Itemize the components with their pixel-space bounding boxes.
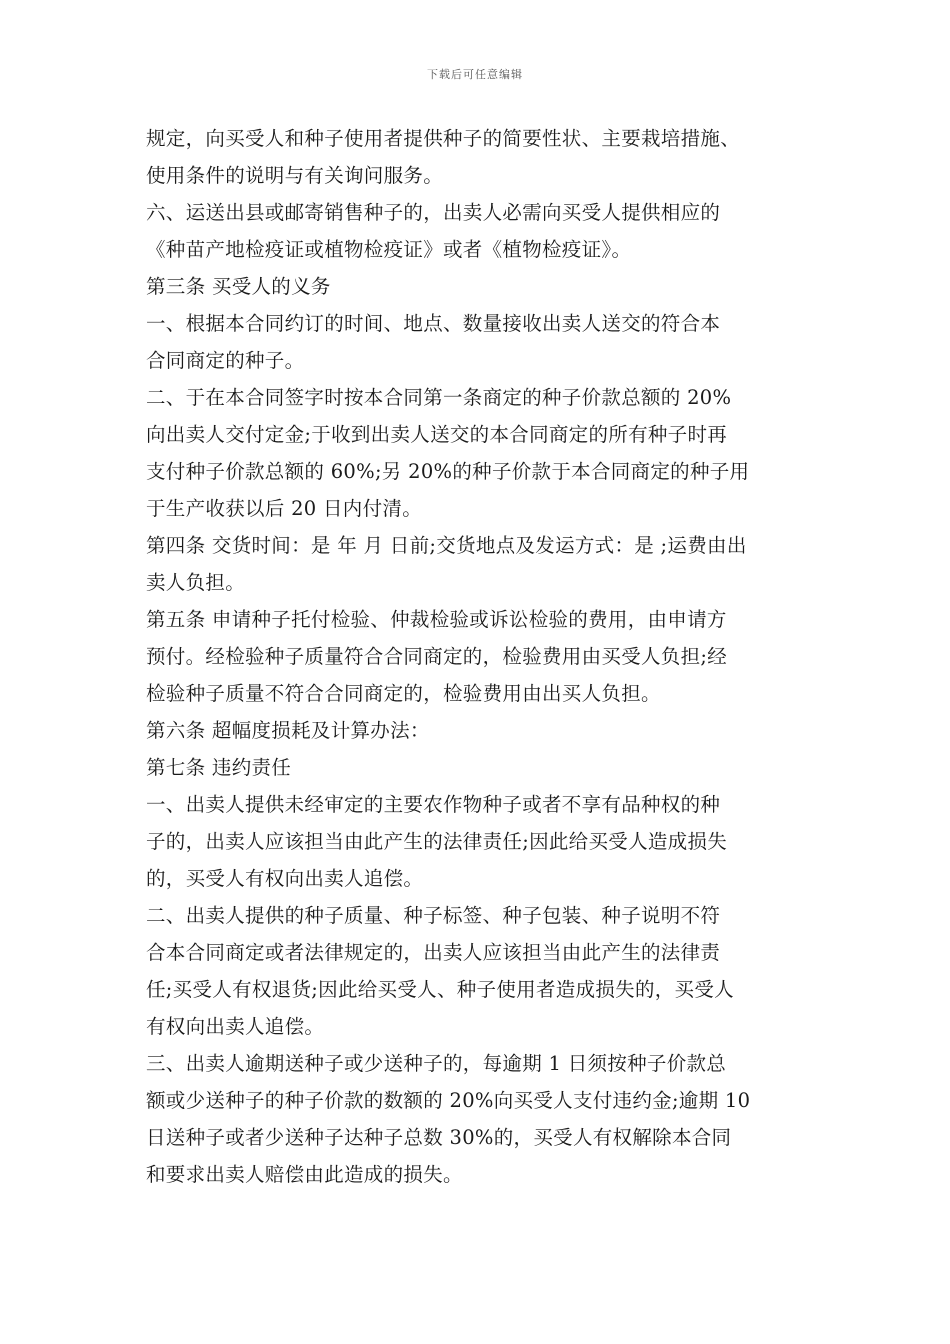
text-line: 二、于在本合同签字时按本合同第一条商定的种子价款总额的 20% <box>146 386 732 409</box>
section-heading: 第三条 买受人的义务 <box>146 275 331 298</box>
section-heading: 第七条 违约责任 <box>146 756 292 779</box>
document-body <box>146 120 816 1193</box>
text-line: 一、出卖人提供未经审定的主要农作物种子或者不享有品种权的种 <box>146 793 721 816</box>
text-line: 日送种子或者少送种子达种子总数 30%的，买受人有权解除本合同 <box>146 1126 732 1149</box>
text-line: 和要求出卖人赔偿由此造成的损失。 <box>146 1163 463 1186</box>
text-line: 检验种子质量不符合合同商定的，检验费用由出买人负担。 <box>146 682 661 705</box>
text-line: 规定，向买受人和种子使用者提供种子的简要性状、主要栽培措施、 <box>146 127 741 150</box>
text-line: 六、运送出县或邮寄销售种子的，出卖人必需向买受人提供相应的 <box>146 201 721 224</box>
text-line: 向出卖人交付定金;于收到出卖人送交的本合同商定的所有种子时再 <box>146 423 728 446</box>
text-line: 任;买受人有权退货;因此给买受人、种子使用者造成损失的，买受人 <box>146 978 734 1001</box>
text-line: 合本合同商定或者法律规定的，出卖人应该担当由此产生的法律责 <box>146 941 721 964</box>
text-line: 卖人负担。 <box>146 571 246 594</box>
section-heading: 第四条 交货时间：是 年 月 日前;交货地点及发运方式：是 ;运费由出 <box>146 534 747 557</box>
text-line: 一、根据本合同约订的时间、地点、数量接收出卖人送交的符合本 <box>146 312 721 335</box>
text-line: 合同商定的种子。 <box>146 349 305 372</box>
text-line: 额或少送种子的种子价款的数额的 20%向买受人支付违约金;逾期 10 <box>146 1089 751 1112</box>
text-line: 《种苗产地检疫证或植物检疫证》或者《植物检疫证》。 <box>146 238 632 261</box>
text-line: 支付种子价款总额的 60%;另 20%的种子价款于本合同商定的种子用 <box>146 460 750 483</box>
text-line: 的，买受人有权向出卖人追偿。 <box>146 867 424 890</box>
text-line: 使用条件的说明与有关询问服务。 <box>146 164 444 187</box>
text-line: 子的，出卖人应该担当由此产生的法律责任;因此给买受人造成损失 <box>146 830 728 853</box>
text-line: 于生产收获以后 20 日内付清。 <box>146 497 423 520</box>
text-line: 预付。经检验种子质量符合合同商定的，检验费用由买受人负担;经 <box>146 645 728 668</box>
text-line: 二、出卖人提供的种子质量、种子标签、种子包装、种子说明不符 <box>146 904 721 927</box>
section-heading: 第六条 超幅度损耗及计算办法： <box>146 719 430 742</box>
section-heading: 第五条 申请种子托付检验、仲裁检验或诉讼检验的费用，由申请方 <box>146 608 727 631</box>
page-header: 下载后可任意编辑 <box>427 68 523 81</box>
text-line: 三、出卖人逾期送种子或少送种子的，每逾期 1 日须按种子价款总 <box>146 1052 727 1075</box>
text-line: 有权向出卖人追偿。 <box>146 1015 325 1038</box>
